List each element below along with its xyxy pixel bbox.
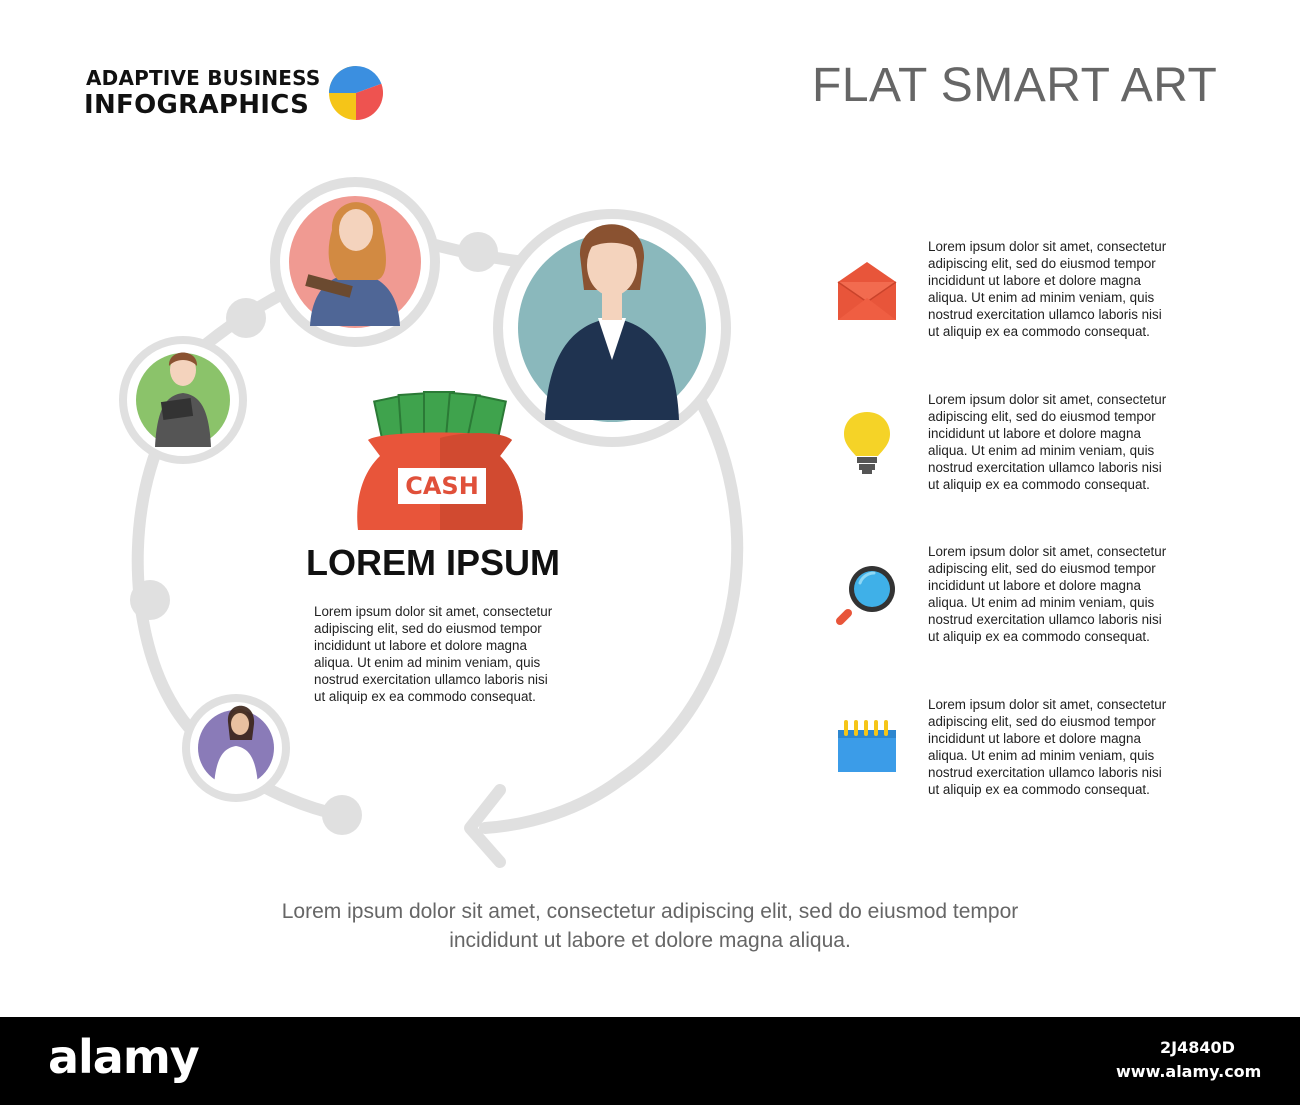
side-item-text: Lorem ipsum dolor sit amet, consectetur adipiscing elit, sed do eiusmod tempor incididunt ut labore et dolore magna aliqua. Ut enim ad minim veniam, quis nostrud exercitation ullamco laboris nisi ut aliquip ex ea commodo consequat.: [928, 697, 1167, 797]
avatar-woman-suit: [498, 214, 726, 442]
brand-title-line1: ADAPTIVE BUSINESS: [86, 66, 321, 90]
magnifier-icon: [836, 563, 898, 625]
cash-bag-icon: [357, 392, 523, 530]
alamy-logo: alamy: [48, 1030, 199, 1084]
page-title: FLAT SMART ART: [812, 59, 1218, 112]
cash-bag-label: CASH: [405, 472, 479, 500]
brand-title-line2: INFOGRAPHICS: [84, 90, 310, 120]
center-paragraph: Lorem ipsum dolor sit amet, consectetur adipiscing elit, sed do eiusmod tempor incididunt ut labore et dolore magna aliqua. Ut enim ad minim veniam, quis nostrud exercitation ullamco laboris nisi ut aliquip ex ea commodo consequat.: [314, 604, 553, 704]
notepad-icon: [836, 718, 898, 774]
avatar-woman-notebook: [275, 182, 435, 342]
connector-dot: [226, 298, 266, 338]
avatar-woman-card: [186, 698, 286, 798]
connector-dot: [458, 232, 498, 272]
connector-dot: [130, 580, 170, 620]
side-item-text: Lorem ipsum dolor sit amet, consectetur adipiscing elit, sed do eiusmod tempor incididunt ut labore et dolore magna aliqua. Ut enim ad minim veniam, quis nostrud exercitation ullamco laboris nisi ut aliquip ex ea commodo consequat.: [928, 392, 1167, 492]
side-item-text: Lorem ipsum dolor sit amet, consectetur adipiscing elit, sed do eiusmod tempor incididunt ut labore et dolore magna aliqua. Ut enim ad minim veniam, quis nostrud exercitation ullamco laboris nisi ut aliquip ex ea commodo consequat.: [928, 239, 1167, 339]
lightbulb-icon: [842, 410, 892, 476]
envelope-icon: [836, 260, 898, 322]
side-item-text: Lorem ipsum dolor sit amet, consectetur adipiscing elit, sed do eiusmod tempor incididunt ut labore et dolore magna aliqua. Ut enim ad minim veniam, quis nostrud exercitation ullamco laboris nisi ut aliquip ex ea commodo consequat.: [928, 544, 1167, 644]
center-heading: LOREM IPSUM: [306, 542, 561, 583]
footer-caption: Lorem ipsum dolor sit amet, consectetur adipiscing elit, sed do eiusmod tempor incididunt ut labore et dolore magna aliqua.: [281, 900, 1019, 952]
connector-dot: [322, 795, 362, 835]
avatar-woman-tablet: [123, 340, 243, 460]
stock-image-id: 2J4840D: [1160, 1038, 1235, 1057]
stock-url: www.alamy.com: [1116, 1062, 1262, 1081]
